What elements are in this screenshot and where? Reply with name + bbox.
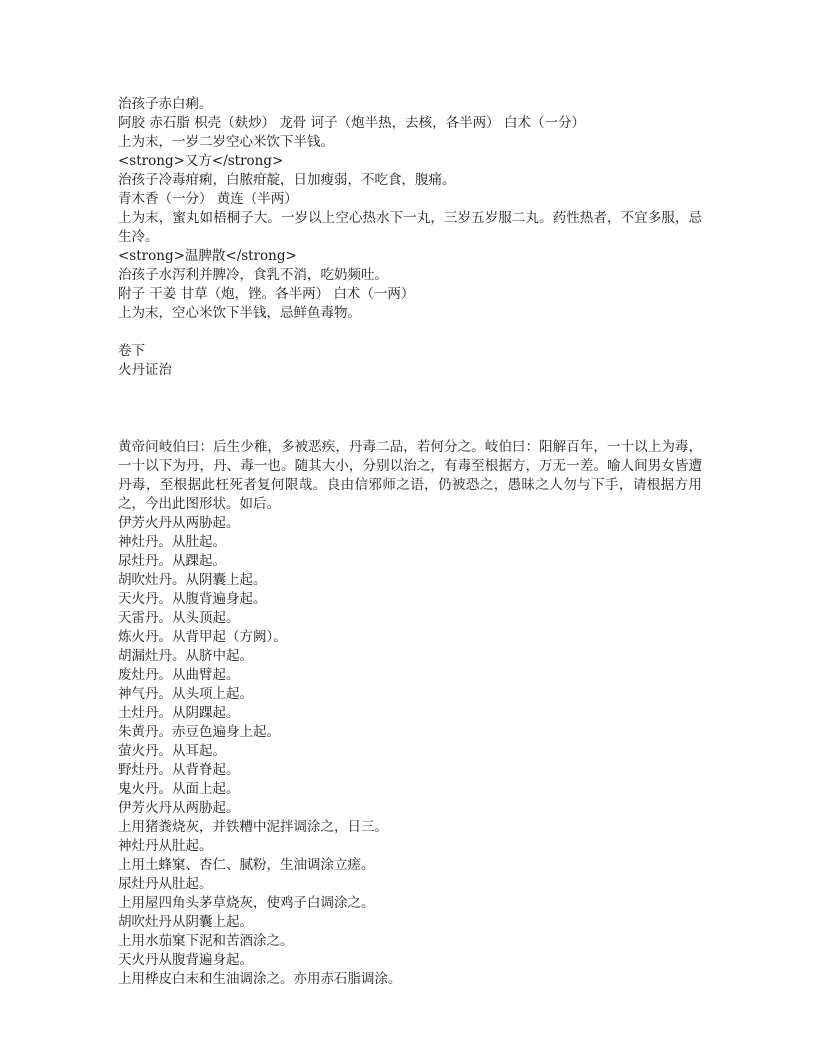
- text-line: 天火丹从腹背遍身起。: [118, 952, 253, 968]
- text-line: 尿灶丹。从踝起。: [118, 553, 226, 569]
- text-line: 青木香（一分） 黄连（半两）: [118, 191, 298, 207]
- text-line: 土灶丹。从阴踝起。: [118, 705, 240, 721]
- text-line: 神气丹。从头项上起。: [118, 686, 253, 702]
- text-line: 朱黄丹。赤豆色遍身上起。: [118, 724, 280, 740]
- text-line: 炼火丹。从背甲起（方阙）。: [118, 629, 287, 645]
- text-paragraph: 上为末，蜜丸如梧桐子大。一岁以上空心热水下一丸，三岁五岁服二丸。药性热者，不宜多服，忌生冷。: [118, 210, 702, 245]
- text-line: 上用土蜂窠、杏仁、腻粉，生油调涂立瘥。: [118, 857, 375, 873]
- text-line: 神灶丹。从肚起。: [118, 534, 226, 550]
- text-line: 伊芳火丹从两胁起。: [118, 515, 240, 531]
- section-prescriptions: [118, 95, 702, 323]
- text-line: 伊芳火丹从两胁起。: [118, 800, 240, 816]
- raw-heading-wen-pi-san: <strong>温脾散</strong>: [118, 248, 297, 264]
- volume-heading: 卷下: [118, 343, 145, 359]
- text-line: 上用屋四角头茅草烧灰，使鸡子白调涂之。: [118, 895, 375, 911]
- text-line: 鬼火丹。从面上起。: [118, 781, 240, 797]
- raw-heading-you-fang: <strong>又方</strong>: [118, 153, 284, 169]
- text-line: 上为末，一岁二岁空心米饮下半钱。: [118, 134, 334, 150]
- text-line: 尿灶丹从肚起。: [118, 876, 213, 892]
- text-line: 上用桦皮白末和生油调涂之。亦用赤石脂调涂。: [118, 971, 402, 987]
- text-line: 胡吹灶丹。从阴囊上起。: [118, 572, 267, 588]
- document-page: [118, 95, 702, 989]
- chapter-heading: 火丹证治: [118, 362, 172, 378]
- text-line: 萤火丹。从耳起。: [118, 743, 226, 759]
- spacer: [118, 380, 702, 438]
- text-line: 上用猪粪烧灰，并铁糟中泥拌调涂之，日三。: [118, 819, 388, 835]
- section-fire-dan: [118, 438, 702, 989]
- text-line: 治孩子水泻利并脾冷，食乳不消，吃奶频吐。: [118, 267, 388, 283]
- text-line: 废灶丹。从曲臂起。: [118, 667, 240, 683]
- text-line: 野灶丹。从背脊起。: [118, 762, 240, 778]
- intro-paragraph: 黄帝问岐伯曰：后生少稚，多被恶疾，丹毒二品，若何分之。岐伯曰：阳解百年，一十以上为毒，一十以下为丹，丹、毒一也。随其大小，分别以治之，有毒至根据方，万无一差。喻人间男女皆遭丹毒，至根据此枉死者复何限哉。良由信邪师之语，仍被恐之，愚昧之人勿与下手，请根据方用之，今出此图形状。如后。: [118, 439, 702, 512]
- text-line: 治孩子赤白痢。: [118, 96, 213, 112]
- text-line: 胡吹灶丹从阴囊上起。: [118, 914, 253, 930]
- text-line: 阿胶 赤石脂 枳壳（麸炒） 龙骨 诃子（炮半热，去核，各半两） 白术（一分）: [118, 115, 585, 131]
- text-line: 上为末，空心米饮下半钱，忌鲜鱼毒物。: [118, 305, 361, 321]
- text-line: 治孩子冷毒疳痢，白脓疳靛，日加瘦弱，不吃食，腹痛。: [118, 172, 456, 188]
- text-line: 胡漏灶丹。从脐中起。: [118, 648, 253, 664]
- text-line: 天火丹。从腹背遍身起。: [118, 591, 267, 607]
- text-line: 上用水茄窠下泥和苦酒涂之。: [118, 933, 294, 949]
- spacer: [118, 323, 702, 342]
- text-line: 神灶丹从肚起。: [118, 838, 213, 854]
- text-line: 天雷丹。从头顶起。: [118, 610, 240, 626]
- text-line: 附子 干姜 甘草（炮，锉。各半两） 白术（一两）: [118, 286, 415, 302]
